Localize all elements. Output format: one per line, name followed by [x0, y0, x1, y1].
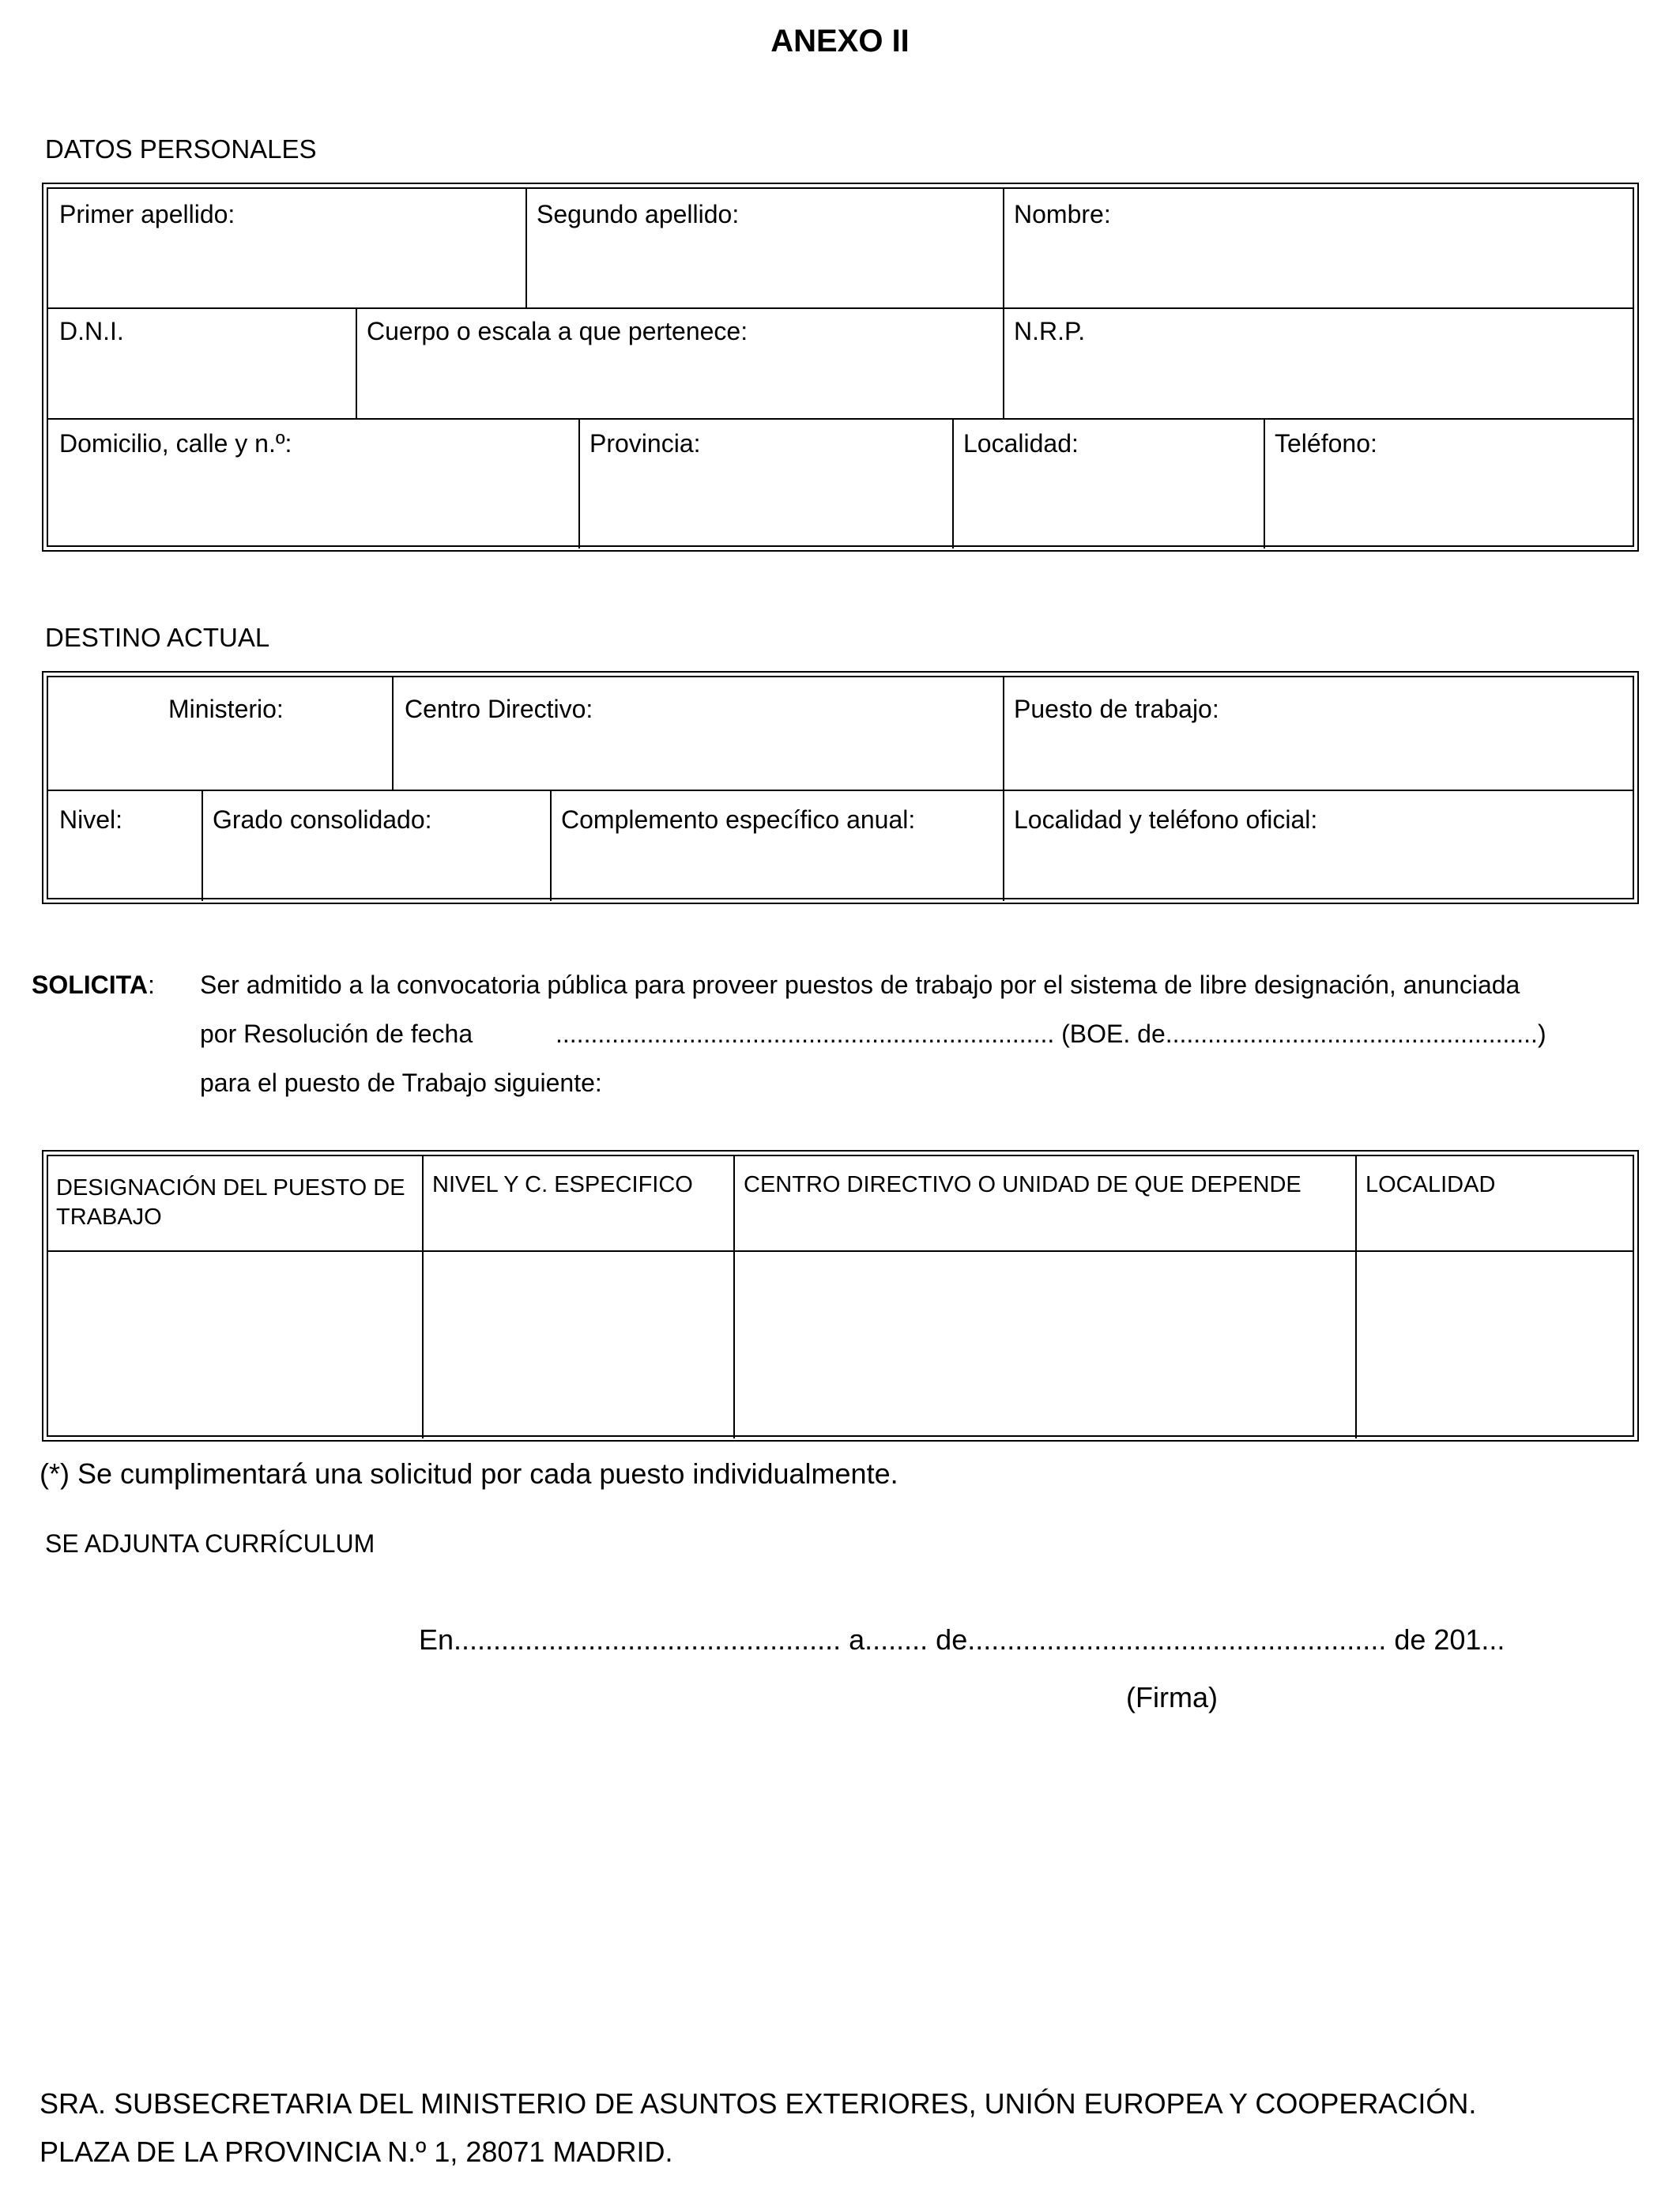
page-title: ANEXO II	[770, 24, 910, 58]
solicita-line3: para el puesto de Trabajo siguiente:	[200, 1069, 602, 1097]
puesto-trabajo-label: Puesto de trabajo:	[1014, 695, 1219, 723]
ministerio-label: Ministerio:	[168, 695, 284, 723]
grado-consolidado-field[interactable]	[203, 791, 550, 901]
footer-address-line1: SRA. SUBSECRETARIA DEL MINISTERIO DE ASUNTOS EXTERIORES, UNIÓN EUROPEA Y COOPERACIÓN.	[40, 2087, 1477, 2120]
nombre-label: Nombre:	[1014, 200, 1111, 228]
solicita-line2-a: por Resolución de fecha	[200, 1020, 473, 1048]
centro-directivo-field[interactable]	[394, 677, 1003, 790]
solicita-block	[32, 971, 155, 1000]
nrp-field[interactable]	[1004, 309, 1636, 418]
solicita-line2-b: ....................................................................... (BOE. de.....................................................)	[556, 1020, 1546, 1048]
puesto-trabajo-field[interactable]	[1004, 677, 1636, 790]
header-designacion: DESIGNACIÓN DEL PUESTO DE TRABAJO	[56, 1175, 405, 1230]
nombre-field[interactable]	[1004, 189, 1636, 307]
date-line: En................................................. a........ de..................................................... de 201...	[419, 1623, 1505, 1656]
localidad-field[interactable]	[954, 420, 1264, 548]
adjunta-curriculum: SE ADJUNTA CURRÍCULUM	[45, 1529, 375, 1558]
ministerio-field[interactable]	[48, 677, 392, 790]
primer-apellido-field[interactable]	[48, 189, 525, 307]
cuerpo-label: Cuerpo o escala a que pertenece:	[367, 317, 748, 345]
localidad-telefono-field[interactable]	[1004, 791, 1636, 901]
destino-actual-table	[42, 671, 1639, 904]
header-centro: CENTRO DIRECTIVO O UNIDAD DE QUE DEPENDE	[744, 1172, 1301, 1197]
complemento-label: Complemento específico anual:	[561, 805, 916, 834]
domicilio-field[interactable]	[48, 420, 578, 548]
segundo-apellido-field[interactable]	[527, 189, 1003, 307]
datos-personales-table	[42, 183, 1639, 552]
localidad-telefono-label: Localidad y teléfono oficial:	[1014, 805, 1318, 834]
puesto-table	[42, 1150, 1639, 1442]
designacion-input-cell[interactable]	[48, 1252, 422, 1438]
telefono-label: Teléfono:	[1275, 429, 1377, 458]
footnote: (*) Se cumplimentará una solicitud por cada puesto individualmente.	[40, 1457, 898, 1490]
nivel-field[interactable]	[48, 791, 202, 901]
domicilio-label: Domicilio, calle y n.º:	[59, 429, 292, 458]
centro-input-cell[interactable]	[735, 1252, 1355, 1438]
nrp-label: N.R.P.	[1014, 317, 1086, 345]
datos-personales-heading: DATOS PERSONALES	[45, 134, 317, 164]
provincia-label: Provincia:	[590, 429, 701, 458]
solicita-colon: :	[147, 971, 155, 999]
firma-label: (Firma)	[1126, 1681, 1218, 1713]
localidad-label: Localidad:	[963, 429, 1079, 458]
header-nivel: NIVEL Y C. ESPECIFICO	[432, 1172, 693, 1197]
localidad-input-cell[interactable]	[1357, 1252, 1636, 1438]
cuerpo-field[interactable]	[357, 309, 1003, 418]
solicita-label: SOLICITA	[32, 971, 148, 999]
centro-directivo-label: Centro Directivo:	[405, 695, 593, 723]
segundo-apellido-label: Segundo apellido:	[537, 200, 740, 228]
telefono-field[interactable]	[1265, 420, 1636, 548]
provincia-field[interactable]	[580, 420, 952, 548]
footer-address-line2: PLAZA DE LA PROVINCIA N.º 1, 28071 MADRID.	[40, 2136, 673, 2168]
solicita-line1: Ser admitido a la convocatoria pública para proveer puestos de trabajo por el sistema de libre designación, anunciada	[200, 971, 1520, 999]
nivel-label: Nivel:	[59, 805, 123, 834]
dni-label: D.N.I.	[59, 317, 124, 345]
primer-apellido-label: Primer apellido:	[59, 200, 235, 228]
grado-consolidado-label: Grado consolidado:	[213, 805, 432, 834]
dni-field[interactable]	[48, 309, 356, 418]
nivel-input-cell[interactable]	[424, 1252, 733, 1438]
destino-actual-heading: DESTINO ACTUAL	[45, 623, 270, 652]
header-localidad: LOCALIDAD	[1365, 1172, 1496, 1197]
complemento-field[interactable]	[552, 791, 1003, 901]
